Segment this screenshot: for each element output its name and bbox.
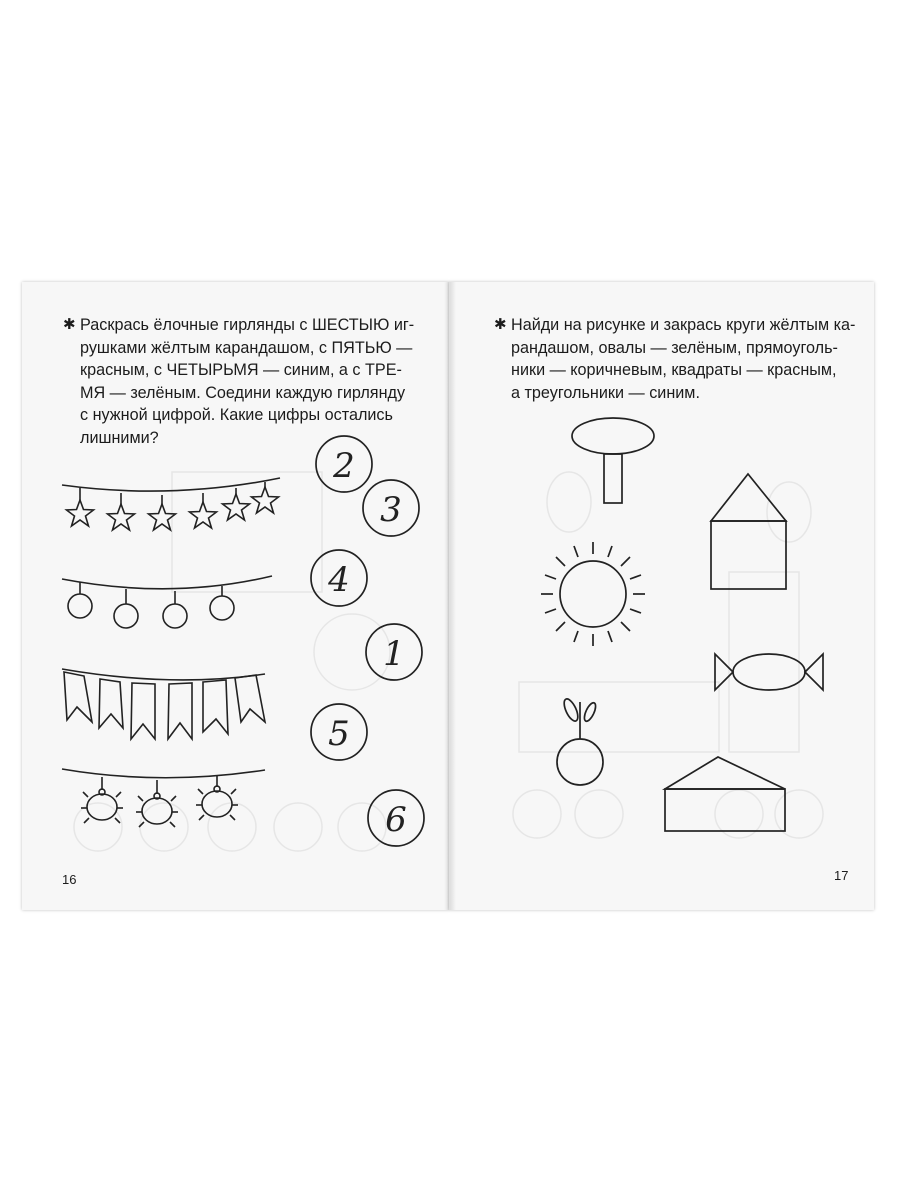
flag-icon [99,679,123,728]
ball-icon [114,604,138,628]
ghost-background [74,472,390,851]
right-page-illustration [449,282,874,910]
garland-flags[interactable] [62,669,265,739]
digit-circles [311,436,424,846]
rectangle-shape [604,454,622,503]
mushroom-figure[interactable] [572,418,654,503]
circle-shape [557,739,603,785]
instruction-line: лишними? [80,428,159,447]
digit-circle[interactable] [316,436,372,492]
ball-icon [68,594,92,618]
instruction-line: МЯ — зелёным. Соедини каждую гирлянду [80,383,406,402]
page-number: 16 [62,872,77,887]
flag-icon [203,680,228,734]
triangle-shape [805,654,823,690]
garland-string [62,769,265,778]
flag-icon [131,683,155,739]
digit-label: 5 [328,714,350,754]
flag-icon [168,683,192,739]
garland-bugs[interactable] [62,769,265,827]
oval-shape [733,654,805,690]
circle-shape [560,561,626,627]
star-icon [67,500,94,526]
bug-icon [81,789,123,823]
garland-string [62,478,280,491]
book-spread [22,282,874,910]
flag-icon [235,675,265,722]
instruction-line: рушками жёлтым карандашом, с ПЯТЬЮ — [80,338,413,357]
digit-label: 2 [333,446,355,486]
book-gutter [444,282,456,910]
page-number: 17 [834,868,849,883]
digit-circle[interactable] [366,624,422,680]
triangle-shape [665,757,785,789]
oval-shape [572,418,654,454]
instruction-line: красным, с ЧЕТЫРЬМЯ — синим, а с ТРЕ- [80,361,402,379]
digit-label: 6 [385,800,407,840]
ball-icon [163,604,187,628]
garland-stars[interactable] [62,478,280,530]
instruction-line: ники — коричневым, квадраты — красным, [511,361,837,379]
right-page [449,282,874,910]
star-icon [108,504,135,530]
instruction-line: Найди на рисунке и закрась круги жёлтым ка- [511,316,856,334]
garland-balls[interactable] [62,576,272,628]
triangle-shape [711,474,786,521]
digit-label: 4 [328,560,350,600]
digit-circle[interactable] [311,550,367,606]
instruction-line: а треугольники — синим. [511,383,700,402]
digit-circle[interactable] [363,480,419,536]
asterisk-icon: ✱ [63,316,76,333]
apple-figure[interactable] [557,697,603,785]
left-page [22,282,449,910]
instruction-line: с нужной цифрой. Какие цифры остались [80,406,393,424]
bug-icon [136,793,178,827]
digit-label: 1 [383,634,405,674]
instruction-line: рандашом, овалы — зелёным, прямоуголь- [511,338,838,357]
flag-icon [64,672,92,722]
sun-figure[interactable] [541,542,645,646]
bug-icon [196,786,238,820]
garland-string [62,576,272,589]
star-icon [223,494,250,520]
digit-label: 3 [380,490,402,530]
square-shape [711,521,786,589]
star-icon [190,502,217,528]
star-icon [252,487,279,513]
left-page-illustration [22,282,449,910]
triangle-shape [715,654,733,690]
instruction-line: Раскрась ёлочные гирлянды с ШЕСТЫЮ иг- [80,316,415,334]
digit-circle[interactable] [311,704,367,760]
candy-figure[interactable] [715,654,823,690]
asterisk-icon: ✱ [494,316,507,333]
ball-icon [210,596,234,620]
digit-circle[interactable] [368,790,424,846]
